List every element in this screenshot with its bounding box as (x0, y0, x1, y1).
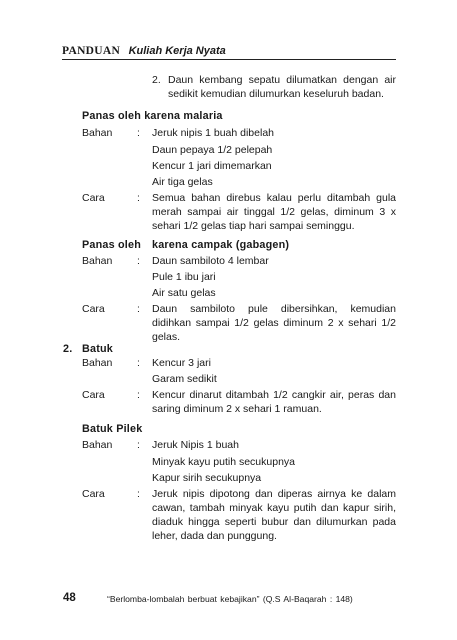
instructions: Semua bahan direbus kalau perlu ditambah gula merah sampai air tinggal 1/2 gelas, diminum 3 x sehari 1/2 gelas tiap hari sampai seminggu. (152, 192, 396, 232)
intro-number: 2. (152, 74, 161, 86)
ingredient: Minyak kayu putih secukupnya (152, 456, 295, 468)
book-subtitle: Kuliah Kerja Nyata (128, 45, 226, 57)
section-title-campak-a: Panas oleh (82, 239, 142, 251)
ingredient: Air satu gelas (152, 287, 216, 299)
book-title: PANDUAN (62, 45, 121, 57)
colon: : (137, 127, 140, 139)
colon: : (137, 488, 140, 500)
colon: : (137, 389, 140, 401)
colon: : (137, 303, 140, 315)
instructions: Kencur dinarut ditambah 1/2 cangkir air, peras dan saring diminum 2 x sehari 1 ramuan. (152, 389, 396, 415)
section-number-batuk: 2. (63, 343, 73, 355)
ingredient: Daun sambiloto 4 lembar (152, 255, 269, 267)
ingredient: Pule 1 ibu jari (152, 271, 216, 283)
page-number: 48 (63, 592, 76, 604)
label-cara: Cara (82, 488, 105, 500)
colon: : (137, 357, 140, 369)
section-title-pilek: Batuk Pilek (82, 423, 143, 435)
label-bahan: Bahan (82, 357, 113, 369)
instructions: Jeruk nipis dipotong dan diperas airnya ke dalam cawan, tambah minyak kayu putih dan kapur sirih, diaduk hingga seperti bubur dan dilumurkan pada leher, dada dan punggung. (152, 488, 396, 542)
label-cara: Cara (82, 192, 105, 204)
section-title-malaria: Panas oleh karena malaria (82, 110, 223, 122)
section-title-campak-b: karena campak (gabagen) (152, 239, 290, 251)
colon: : (137, 439, 140, 451)
section-title-batuk: Batuk (82, 343, 113, 355)
page-header (62, 41, 396, 60)
footer-quote: “Berlomba-lombalah berbuat kebajikan” (Q.S Al-Baqarah : 148) (107, 594, 353, 604)
label-bahan: Bahan (82, 127, 113, 139)
ingredient: Jeruk nipis 1 buah dibelah (152, 127, 275, 139)
ingredient: Garam sedikit (152, 373, 217, 385)
ingredient: Kencur 3 jari (152, 357, 211, 369)
label-cara: Cara (82, 303, 105, 315)
ingredient: Daun pepaya 1/2 pelepah (152, 144, 273, 156)
ingredient: Air tiga gelas (152, 176, 213, 188)
label-bahan: Bahan (82, 439, 113, 451)
instructions: Daun sambiloto pule dibersihkan, kemudian didihkan sampai 1/2 gelas diminum 2 x sehari 1/2 gelas. (152, 303, 396, 343)
intro-text: Daun kembang sepatu dilumatkan dengan air sedikit kemudian dilumurkan keseluruh badan. (168, 74, 396, 100)
colon: : (137, 192, 140, 204)
ingredient: Kencur 1 jari dimemarkan (152, 160, 272, 172)
colon: : (137, 255, 140, 267)
ingredient: Jeruk Nipis 1 buah (152, 439, 239, 451)
ingredient: Kapur sirih secukupnya (152, 472, 262, 484)
label-bahan: Bahan (82, 255, 113, 267)
label-cara: Cara (82, 389, 105, 401)
